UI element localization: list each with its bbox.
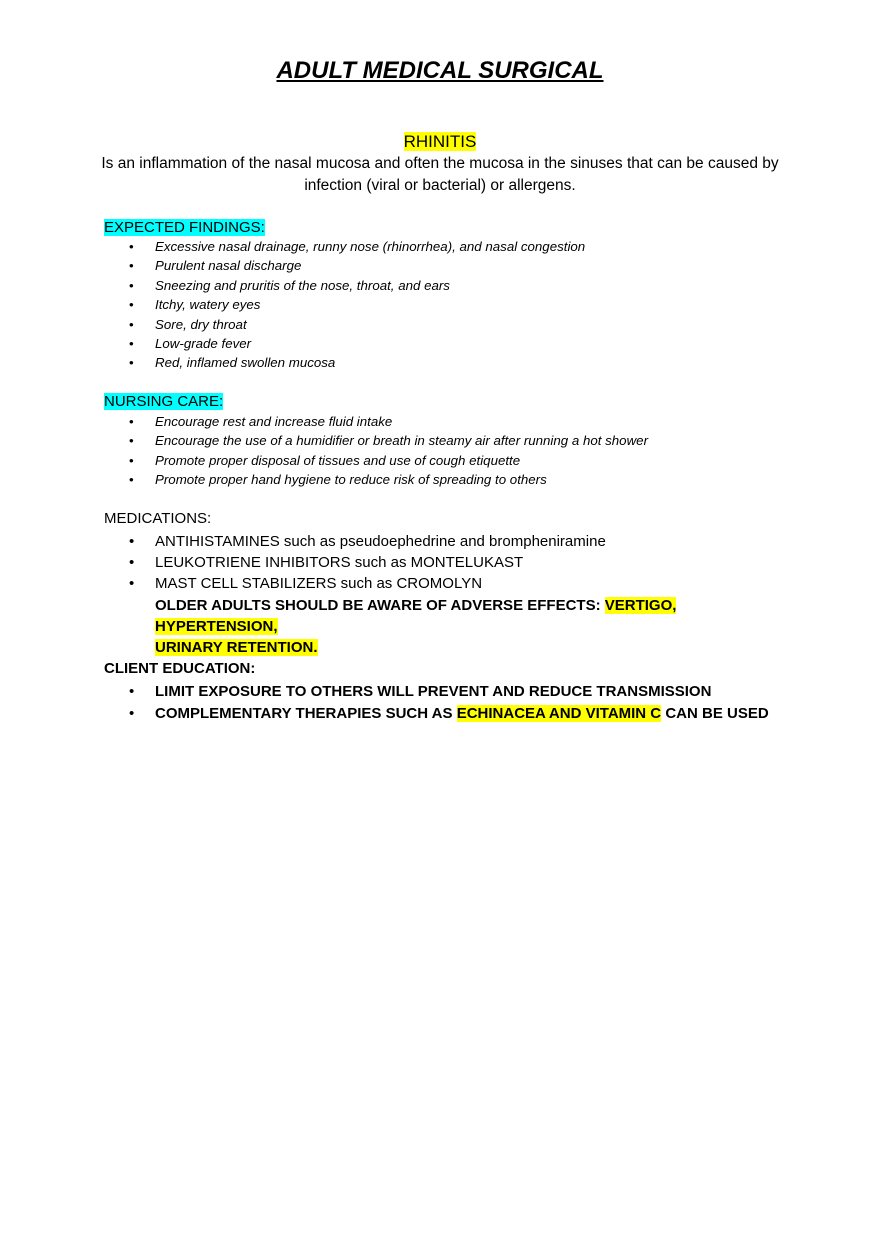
list-item xyxy=(104,470,804,489)
list-item xyxy=(104,703,804,725)
bullet: • xyxy=(129,554,135,572)
bullet: • xyxy=(129,433,134,449)
bullet: • xyxy=(129,336,134,352)
bullet: • xyxy=(129,683,135,700)
bullet: • xyxy=(129,575,135,593)
list-item xyxy=(104,412,804,431)
list-item-text: Excessive nasal drainage, runny nose (rhinorrhea), and nasal congestion xyxy=(155,239,586,254)
list-item-text: Sore, dry throat xyxy=(155,316,247,332)
warning-prefix: OLDER ADULTS SHOULD BE AWARE OF ADVERSE EFFECTS: xyxy=(155,597,605,614)
list-item xyxy=(104,334,804,353)
client-education-list xyxy=(104,681,804,725)
nursing-care-heading-text: NURSING CARE: xyxy=(104,393,224,410)
bullet: • xyxy=(129,258,134,274)
list-item-text: Promote proper disposal of tissues and use of cough etiquette xyxy=(155,452,521,468)
bullet: • xyxy=(129,297,134,313)
list-item-prefix: COMPLEMENTARY THERAPIES SUCH AS xyxy=(155,705,457,722)
expected-findings-heading xyxy=(104,218,265,238)
list-item-suffix: CAN BE USED xyxy=(661,705,769,722)
list-item xyxy=(104,573,804,594)
expected-findings-heading-text: EXPECTED FINDINGS: xyxy=(104,219,265,236)
bullet: • xyxy=(129,472,134,488)
medications-list xyxy=(104,531,804,595)
bullet: • xyxy=(129,239,134,254)
warning-highlight-2: URINARY RETENTION. xyxy=(155,639,318,656)
list-item-text: Low-grade fever xyxy=(155,336,252,352)
list-item-text: LIMIT EXPOSURE TO OTHERS WILL PREVENT AND REDUCE TRANSMISSION xyxy=(155,683,712,700)
bullet: • xyxy=(129,414,134,429)
bullet: • xyxy=(129,316,134,332)
list-item-text: Purulent nasal discharge xyxy=(155,258,302,274)
client-education-heading: CLIENT EDUCATION: xyxy=(104,660,256,677)
list-item xyxy=(104,531,804,552)
warning-highlight-1: VERTIGO, HYPERTENSION, xyxy=(155,597,677,635)
list-item xyxy=(104,681,804,703)
list-item-text: Encourage rest and increase fluid intake xyxy=(155,414,393,429)
list-item-text: Itchy, watery eyes xyxy=(155,297,261,313)
topic-heading xyxy=(0,131,880,153)
list-item xyxy=(104,431,804,450)
adverse-effects-warning xyxy=(155,595,795,658)
topic-definition: Is an inflammation of the nasal mucosa and often the mucosa in the sinuses that can be caused by infection (viral or bacterial) or allergens. xyxy=(101,155,779,194)
list-item xyxy=(104,295,804,314)
list-item xyxy=(104,552,804,573)
list-item-text: LEUKOTRIENE INHIBITORS such as MONTELUKAST xyxy=(155,554,524,572)
nursing-care-list xyxy=(104,412,804,490)
bullet: • xyxy=(129,277,134,293)
expected-findings-list xyxy=(104,237,804,373)
topic-heading-text: RHINITIS xyxy=(403,132,477,151)
list-item-text: Sneezing and pruritis of the nose, throat, and ears xyxy=(155,277,450,293)
list-item-highlight: ECHINACEA AND VITAMIN C xyxy=(456,705,662,722)
list-item xyxy=(104,237,804,256)
nursing-care-heading xyxy=(104,392,223,412)
list-item-text: Red, inflamed swollen mucosa xyxy=(155,355,336,371)
list-item xyxy=(104,256,804,275)
bullet: • xyxy=(129,355,134,371)
medications-heading: MEDICATIONS: xyxy=(104,510,212,527)
list-item-text: Encourage the use of a humidifier or breath in steamy air after running a hot shower xyxy=(155,433,648,449)
bullet: • xyxy=(129,533,135,550)
list-item xyxy=(104,451,804,470)
list-item-text: ANTIHISTAMINES such as pseudoephedrine and brompheniramine xyxy=(155,533,606,550)
list-item xyxy=(104,276,804,295)
list-item xyxy=(104,353,804,372)
bullet: • xyxy=(129,452,134,468)
list-item-text: MAST CELL STABILIZERS such as CROMOLYN xyxy=(155,575,483,593)
document-title: ADULT MEDICAL SURGICAL xyxy=(276,57,604,84)
bullet: • xyxy=(129,705,135,722)
list-item-text: Promote proper hand hygiene to reduce risk of spreading to others xyxy=(155,472,547,488)
list-item xyxy=(104,315,804,334)
